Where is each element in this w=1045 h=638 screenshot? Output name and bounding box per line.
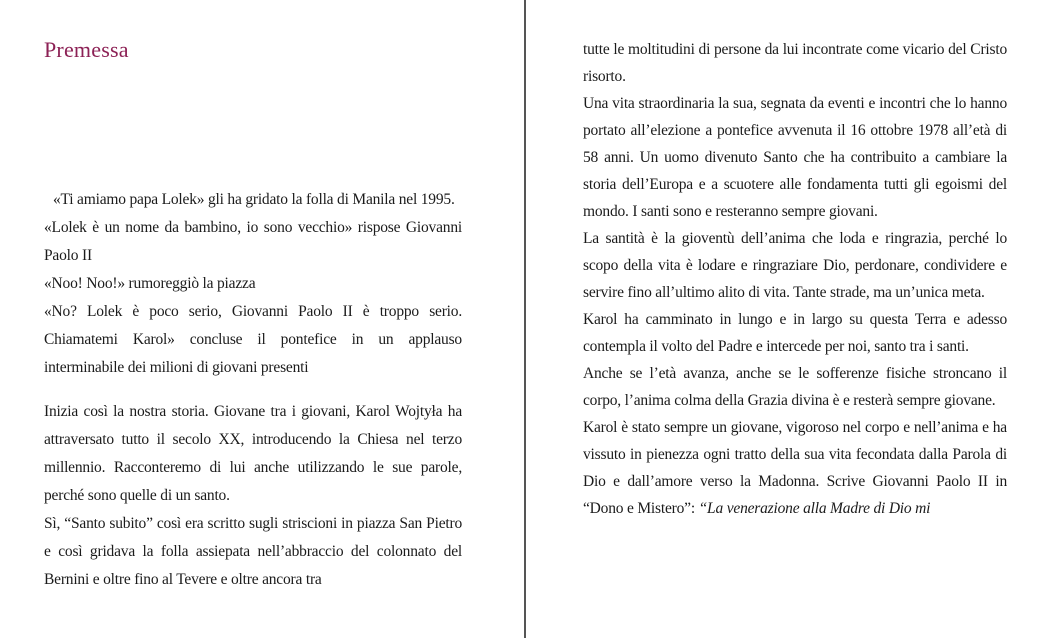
text-run: «Ti amiamo papa Lolek» gli ha gridato la folla di Manila nel 1995. [53, 191, 455, 208]
text-run: Karol ha camminato in lungo e in largo su questa Terra e adesso contempla il volto del Padre e intercede per noi, santo tra i santi. [583, 311, 1007, 355]
text-run: La santità è la gioventù dell’anima che loda e ringrazia, perché lo scopo della vita è lodare e ringraziare Dio, perdonare, condividere e servire fino all’ultimo alito di vita. Tante strade, ma un’unica meta. [583, 230, 1007, 301]
paragraph [583, 225, 1007, 306]
right-page-body [583, 36, 1007, 522]
chapter-heading: Premessa [44, 37, 129, 62]
text-run: Inizia così la nostra storia. Giovane tra i giovani, Karol Wojtyła ha attraversato tutto il secolo XX, introducendo la Chiesa nel terzo millennio. Racconteremo di lui anche utilizzando le sue parole, perché sono quelle di un santo. [44, 403, 462, 504]
text-run: Anche se l’età avanza, anche se le sofferenze fisiche stroncano il corpo, l’anima colma della Grazia divina è e resterà sempre giovane. [583, 365, 1007, 409]
text-run: Una vita straordinaria la sua, segnata da eventi e incontri che lo hanno portato all’elezione a pontefice avvenuta il 16 ottobre 1978 all’età di 58 anni. Un uomo divenuto Santo che ha contribuito a cambiare la storia dell’Europa e a scuotere alle fondamenta tutti gli egoismi del mondo. I santi sono e resteranno sempre giovani. [583, 95, 1007, 220]
right-page [583, 36, 1007, 522]
page-divider [524, 0, 526, 638]
left-page-body [44, 186, 462, 594]
paragraph [44, 186, 462, 214]
paragraph [583, 414, 1007, 522]
text-run: tutte le moltitudini di persone da lui incontrate come vicario del Cristo risorto. [583, 41, 1007, 85]
paragraph [44, 398, 462, 510]
paragraph [44, 510, 462, 594]
paragraph [583, 36, 1007, 90]
text-run: «No? Lolek è poco serio, Giovanni Paolo II è troppo serio. Chiamatemi Karol» concluse il pontefice in un applauso interminabile dei milioni di giovani presenti [44, 303, 462, 376]
left-page [44, 35, 462, 594]
paragraph [583, 306, 1007, 360]
paragraph [44, 270, 462, 298]
paragraph [583, 360, 1007, 414]
paragraph [44, 298, 462, 382]
text-run: «Noo! Noo!» rumoreggiò la piazza [44, 275, 256, 292]
paragraph [44, 214, 462, 270]
text-run: «Lolek è un nome da bambino, io sono vecchio» rispose Giovanni Paolo II [44, 219, 462, 264]
italic-quote-run: “La venerazione alla Madre di Dio mi [698, 500, 931, 517]
paragraph [583, 90, 1007, 225]
text-run: Karol è stato sempre un giovane, vigoroso nel corpo e nell’anima e ha vissuto in pienezza ogni tratto della sua vita fecondata dalla Parola di Dio e dall’amore verso la Madonna. Scrive Giovanni Paolo II in “Dono e Mistero”: [583, 419, 1007, 517]
text-run: Sì, “Santo subito” così era scritto sugli striscioni in piazza San Pietro e così gridava la folla assiepata nell’abbraccio del colonnato del Bernini e oltre fino al Tevere e oltre ancora tra [44, 515, 462, 588]
